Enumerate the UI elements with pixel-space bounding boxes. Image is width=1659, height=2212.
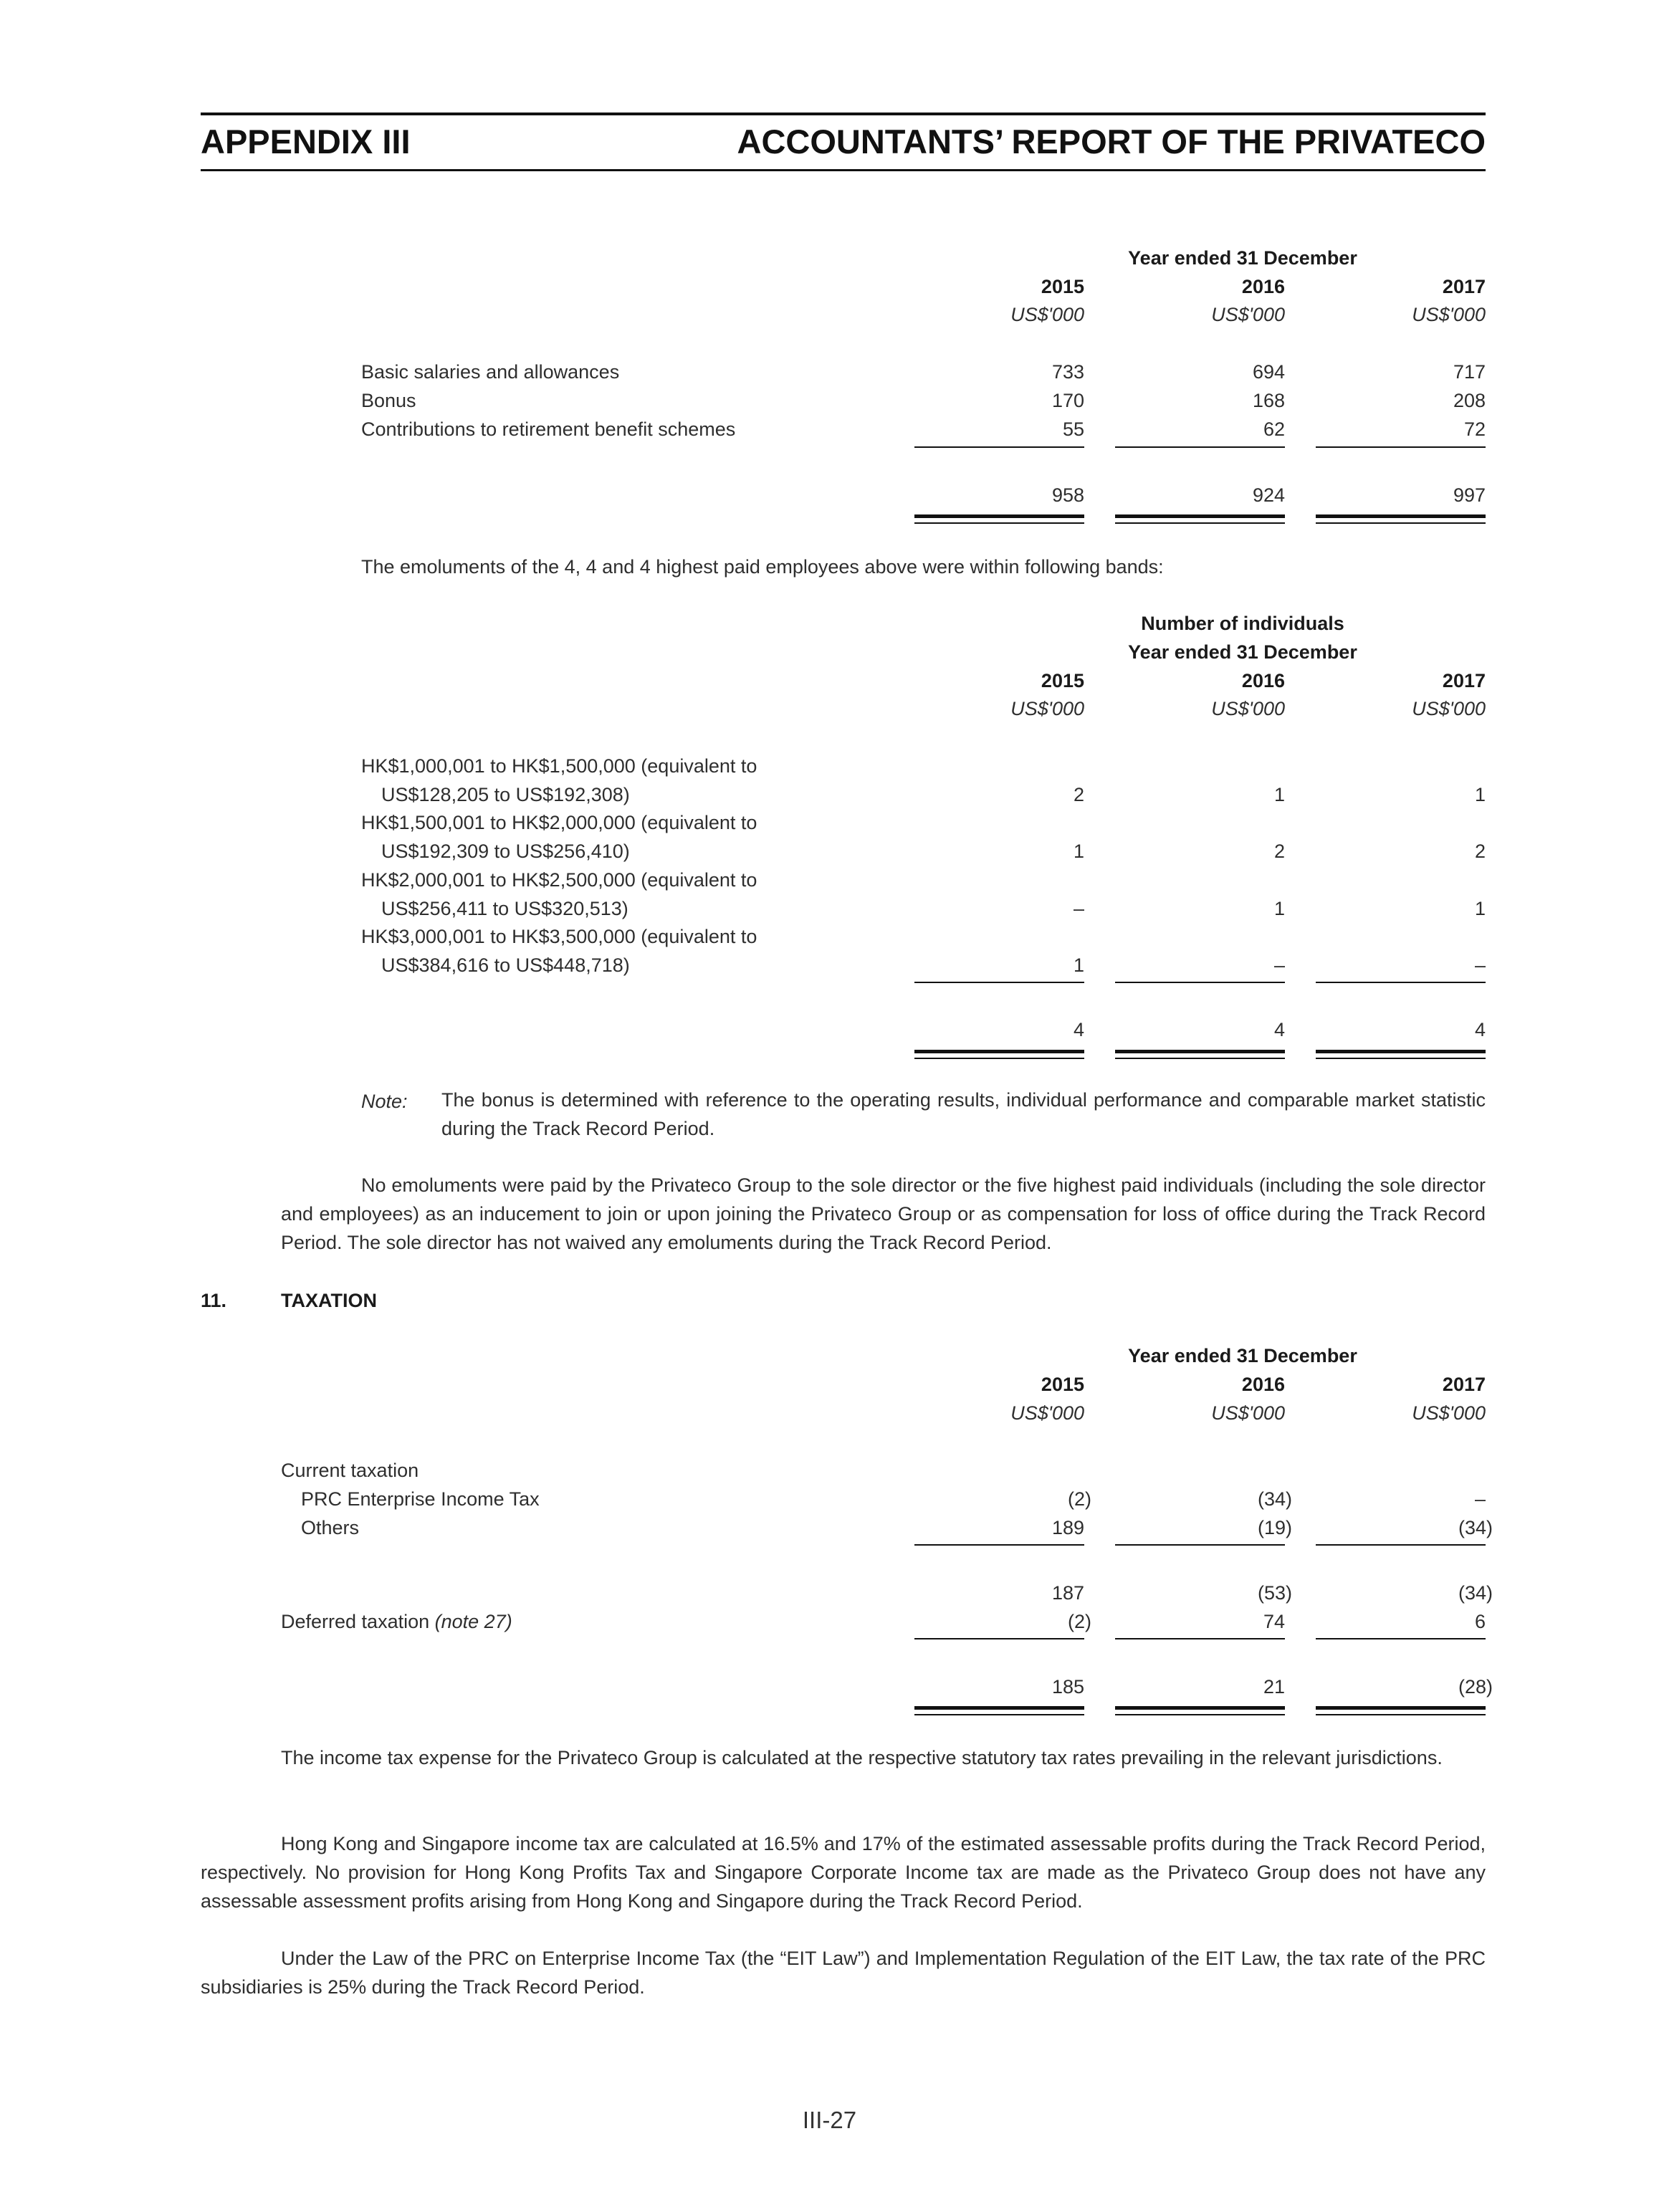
table1-cell: 62 [1263, 418, 1285, 440]
table1-total: 997 [1453, 484, 1486, 506]
table2-subtotal-rule [914, 982, 1084, 983]
note-label: Note: [361, 1091, 408, 1112]
table2-cell: 1 [1273, 898, 1285, 919]
table2-cell: – [1273, 954, 1285, 976]
table3-deferred-rule [914, 1638, 1084, 1639]
table3-cell: (19) [1257, 1517, 1292, 1538]
table3-subtotal-rule [1115, 1544, 1285, 1546]
table3-row-label: Others [301, 1517, 360, 1538]
table3-cell: (34) [1458, 1517, 1493, 1538]
table2-unit-2017: US$'000 [1412, 698, 1486, 719]
table3-total-double-rule [914, 1706, 1084, 1710]
table2-total-double-rule [1316, 1058, 1486, 1059]
table1-unit-2015: US$'000 [1010, 304, 1084, 325]
section-number: 11. [201, 1290, 227, 1311]
table3-unit-2017: US$'000 [1412, 1402, 1486, 1424]
paragraph-income-tax: The income tax expense for the Privateco Group is calculated at the respective statutory tax rates prevailing in the relevant jurisdictions. [281, 1747, 1443, 1768]
table1-row-label: Bonus [361, 390, 416, 411]
table3-cell: (34) [1257, 1488, 1292, 1510]
deferred-taxation-label [281, 1611, 512, 1633]
table3-total-double-rule [914, 1714, 1084, 1715]
table2-cell: – [1474, 954, 1486, 976]
table2-total-double-rule [1316, 1050, 1486, 1053]
band-label: HK$3,000,001 to HK$3,500,000 (equivalent to [361, 926, 757, 947]
table3-subtotal-rule [914, 1544, 1084, 1546]
table2-unit-2015: US$'000 [1010, 698, 1084, 719]
note-text: The bonus is determined with reference to the operating results, individual performance and comparable market statistic during the Track Record Period. [441, 1089, 1486, 1139]
table3-total: (28) [1458, 1676, 1493, 1698]
paragraph-no-emoluments: No emoluments were paid by the Privateco Group to the sole director or the five highest paid individuals (including the sole director and employees) as an inducement to join or upon joining the Privateco Group or as compensation for loss of office during the Track Record Period. The sole director has not waived any emoluments during the Track Record Period. [281, 1174, 1486, 1253]
table2-total-double-rule [1115, 1058, 1285, 1059]
table2-subtotal-rule [1316, 982, 1486, 983]
deferred-taxation-text: Deferred taxation [281, 1611, 430, 1632]
band-label-cont: US$256,411 to US$320,513) [381, 898, 628, 919]
table1-subtotal-rule [1115, 446, 1285, 448]
table1-subtotal-rule [1316, 446, 1486, 448]
table2-total-double-rule [914, 1050, 1084, 1053]
table2-cell: – [1073, 898, 1084, 919]
table1-total-double-rule [1115, 514, 1285, 518]
table1-cell: 208 [1453, 390, 1486, 411]
table2-year-2016: 2016 [1241, 670, 1285, 691]
table2-cell: 2 [1273, 841, 1285, 862]
table3-unit-2016: US$'000 [1211, 1402, 1285, 1424]
table1-total-double-rule [1115, 522, 1285, 524]
table2-heading-individuals: Number of individuals [1141, 613, 1344, 634]
table2-cell: 2 [1474, 841, 1486, 862]
table2-heading-period: Year ended 31 December [1128, 641, 1357, 663]
table3-subtotal: (34) [1458, 1582, 1493, 1604]
band-label: HK$2,000,001 to HK$2,500,000 (equivalent to [361, 869, 757, 891]
table2-total: 4 [1073, 1019, 1084, 1040]
table3-total-double-rule [1115, 1714, 1285, 1715]
table1-year-2016: 2016 [1241, 276, 1285, 297]
band-label: HK$1,500,001 to HK$2,000,000 (equivalent to [361, 812, 757, 833]
table1-cell: 72 [1463, 418, 1486, 440]
header-top-rule [201, 112, 1486, 115]
table1-period-heading: Year ended 31 December [1128, 247, 1357, 269]
table3-subtotal: 187 [1051, 1582, 1084, 1604]
table2-cell: 1 [1474, 784, 1486, 805]
table3-period-heading: Year ended 31 December [1128, 1345, 1357, 1366]
table2-unit-2016: US$'000 [1211, 698, 1285, 719]
table1-cell: 170 [1051, 390, 1084, 411]
table1-row-label: Basic salaries and allowances [361, 361, 620, 383]
table3-subtotal-rule [1316, 1544, 1486, 1546]
table3-deferred-rule [1115, 1638, 1285, 1639]
table2-cell: 1 [1073, 841, 1084, 862]
table3-deferred-cell: (2) [1068, 1611, 1091, 1632]
paragraph-hk-singapore-tax: Hong Kong and Singapore income tax are calculated at 16.5% and 17% of the estimated assessable profits during the Track Record Period, respectively. No provision for Hong Kong Profits Tax and Singapore Corporate Income tax are made as the Privateco Group does not have any assessable assessment profits arising from Hong Kong and Singapore during the Track Record Period. [201, 1833, 1486, 1912]
table3-total-double-rule [1115, 1706, 1285, 1710]
table2-cell: 2 [1073, 784, 1084, 805]
bands-intro: The emoluments of the 4, 4 and 4 highest paid employees above were within following bands: [361, 556, 1164, 578]
table1-total-double-rule [1316, 522, 1486, 524]
band-label-cont: US$192,309 to US$256,410) [381, 841, 630, 862]
table3-total: 21 [1263, 1676, 1285, 1698]
table1-row-label: Contributions to retirement benefit schemes [361, 418, 736, 440]
band-label: HK$1,000,001 to HK$1,500,000 (equivalent to [361, 755, 757, 777]
table1-total-double-rule [914, 514, 1084, 518]
section-title: TAXATION [281, 1290, 377, 1311]
table1-subtotal-rule [914, 446, 1084, 448]
table3-deferred-rule [1316, 1638, 1486, 1639]
table1-year-2017: 2017 [1442, 276, 1486, 297]
table2-cell: 1 [1073, 954, 1084, 976]
table1-cell: 694 [1252, 361, 1285, 383]
table1-unit-2016: US$'000 [1211, 304, 1285, 325]
table1-cell: 717 [1453, 361, 1486, 383]
table2-total-double-rule [1115, 1050, 1285, 1053]
table1-cell: 733 [1051, 361, 1084, 383]
table1-total: 924 [1252, 484, 1285, 506]
table2-total: 4 [1273, 1019, 1285, 1040]
page-number: III-27 [802, 2107, 857, 2133]
deferred-taxation-note-ref: (note 27) [434, 1611, 512, 1632]
table3-total-double-rule [1316, 1706, 1486, 1710]
table3-cell: 189 [1051, 1517, 1084, 1538]
table1-total-double-rule [914, 522, 1084, 524]
table1-total: 958 [1051, 484, 1084, 506]
table2-total: 4 [1474, 1019, 1486, 1040]
table3-deferred-cell: 6 [1474, 1611, 1486, 1632]
table3-year-2017: 2017 [1442, 1374, 1486, 1395]
table3-total-double-rule [1316, 1714, 1486, 1715]
table2-cell: 1 [1273, 784, 1285, 805]
band-label-cont: US$128,205 to US$192,308) [381, 784, 630, 805]
table3-subtotal: (53) [1257, 1582, 1292, 1604]
table2-year-2017: 2017 [1442, 670, 1486, 691]
table3-deferred-cell: 74 [1263, 1611, 1285, 1632]
table3-year-2016: 2016 [1241, 1374, 1285, 1395]
band-label-cont: US$384,616 to US$448,718) [381, 954, 630, 976]
table3-total: 185 [1051, 1676, 1084, 1698]
current-taxation-label: Current taxation [281, 1460, 419, 1481]
table2-year-2015: 2015 [1041, 670, 1084, 691]
table3-row-label: PRC Enterprise Income Tax [301, 1488, 540, 1510]
table2-cell: 1 [1474, 898, 1486, 919]
table1-unit-2017: US$'000 [1412, 304, 1486, 325]
table3-cell: (2) [1068, 1488, 1091, 1510]
header-bottom-rule [201, 169, 1486, 171]
appendix-title: APPENDIX III [201, 123, 411, 161]
paragraph-eit-law: Under the Law of the PRC on Enterprise Income Tax (the “EIT Law”) and Implementation Regulation of the EIT Law, the tax rate of the PRC subsidiaries is 25% during the Track Record Period. [201, 1948, 1486, 1998]
table1-cell: 168 [1252, 390, 1285, 411]
table3-year-2015: 2015 [1041, 1374, 1084, 1395]
table1-total-double-rule [1316, 514, 1486, 518]
table1-cell: 55 [1062, 418, 1084, 440]
table2-total-double-rule [914, 1058, 1084, 1059]
report-title: ACCOUNTANTS’ REPORT OF THE PRIVATECO [737, 123, 1486, 161]
table1-year-2015: 2015 [1041, 276, 1084, 297]
table3-cell: – [1474, 1488, 1486, 1510]
table3-unit-2015: US$'000 [1010, 1402, 1084, 1424]
table2-subtotal-rule [1115, 982, 1285, 983]
